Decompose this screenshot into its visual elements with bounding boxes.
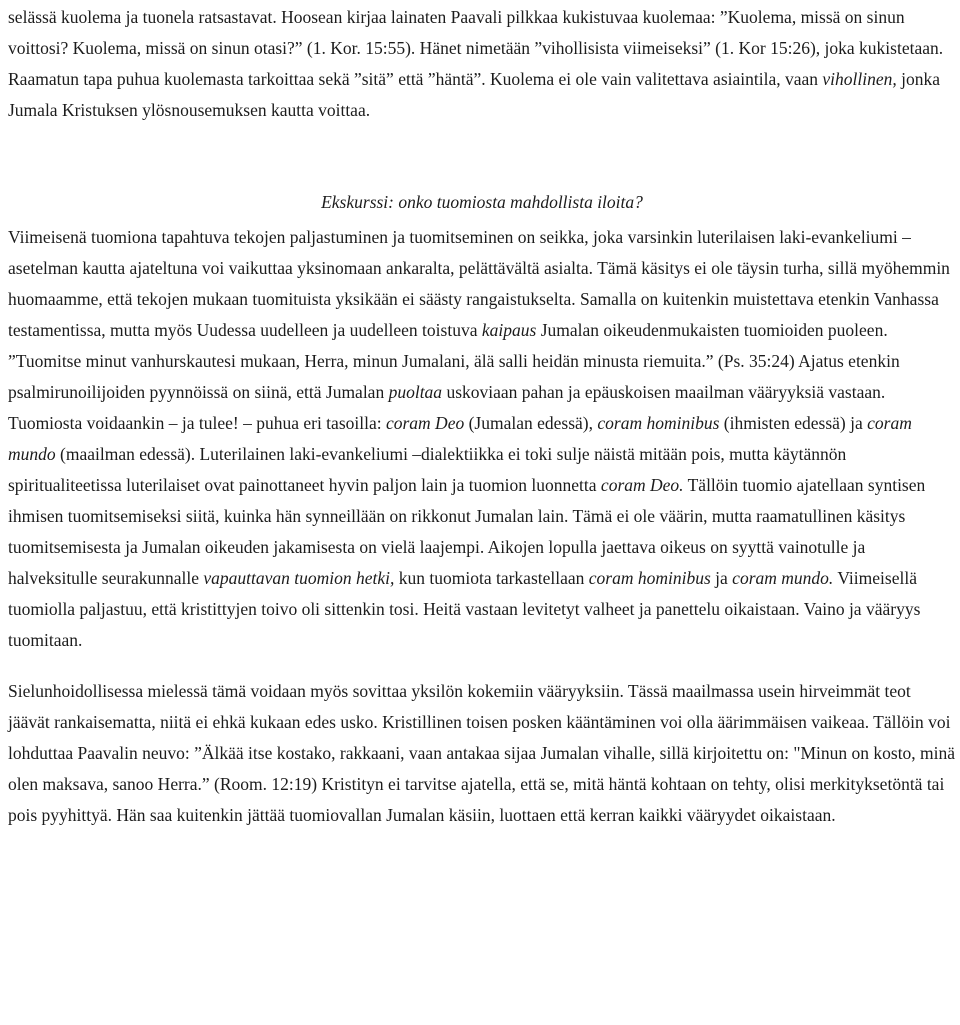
italic-text-run: coram Deo. — [600, 475, 684, 495]
text-run: uskoviaan pahan ja epäuskoisen maailman vääryyksiä vastaan. Tuomiosta voidaankin – ja tulee! – puhua eri tasoilla: — [8, 382, 886, 433]
document-page — [8, 0, 956, 831]
text-run: Sielunhoidollisessa mielessä tämä voidaan myös sovittaa yksilön kokemiin vääryyksiin. Tässä maailmassa usein hirveimmät teot jäävät rankaisematta, niitä ei ehkä kukaan edes usko. Kristillinen toisen posken kääntäminen voi olla äärimmäisen vaikeaa. Tällöin voi lohduttaa Paavalin neuvo: ”Älkää itse kostako, rakkaani, vaan antakaa sijaa Jumalan vihalle, sillä kirjoitettu on: "Minun on kosto, minä olen maksava, sanoo Herra.” (Room. 12:19) Kristityn ei tarvitse ajatella, että se, mitä häntä kohtaan on tehty, olisi merkityksetöntä tai pois pyyhittyä. Hän saa kuitenkin jättää tuomiovallan Jumalan käsiin, luottaen että kerran kaikki vääryydet oikaistaan. — [8, 681, 956, 825]
italic-text-run: vihollinen, — [822, 69, 897, 89]
text-run: Viimeisenä tuomiona tapahtuva tekojen paljastuminen ja tuomitseminen on seikka, joka varsinkin luterilaisen laki-evankeliumi –asetelman kautta ajateltuna voi vaikuttaa yksinomaan ankaralta, pelättävältä asialta. Tämä käsitys ei ole täysin turha, sillä myöhemmin huomaamme, että tekojen mukaan tuomituista yksikään ei säästy rangaistukselta. Samalla on kuitenkin muistettava etenkin Vanhassa testamentissa, mutta myös Uudessa uudelleen ja uudelleen toistuva — [8, 227, 950, 340]
text-run: selässä kuolema ja tuonela ratsastavat. Hoosean kirjaa lainaten Paavali pilkkaa kukistuvaa kuolemaa: ”Kuolema, missä on sinun voittosi? Kuolema, missä on sinun otasi?” (1. Kor. 15:55). Hänet nimetään ”vihollisista viimeiseksi” (1. Kor 15:26), joka kukistetaan. Raamatun tapa puhua kuolemasta tarkoittaa sekä ”sitä” että ”häntä”. Kuolema ei ole vain valitettava asiaintila, vaan — [8, 7, 944, 89]
text-run: (ihmisten edessä) ja — [719, 413, 868, 433]
text-run: (Jumalan edessä), — [464, 413, 598, 433]
italic-text-run: coram hominibus — [588, 568, 711, 588]
italic-text-run: kaipaus — [481, 320, 537, 340]
paragraph-death-enemy — [8, 2, 956, 126]
text-run: Viimeisellä tuomiolla paljastuu, että kristittyjen toivo oli sittenkin tosi. Heitä vastaan levitetyt valheet ja panettelu oikaistaan. Vaino ja vääryys tuomitaan. — [8, 568, 921, 650]
italic-text-run: puoltaa — [388, 382, 443, 402]
paragraph-pastoral-care — [8, 676, 956, 831]
italic-text-run: coram mundo — [8, 413, 912, 464]
text-run: jonka Jumala Kristuksen ylösnousemuksen kautta voittaa. — [8, 69, 941, 120]
excursus-heading: Ekskurssi: onko tuomiosta mahdollista iloita? — [321, 192, 643, 212]
paragraph-last-judgment — [8, 222, 956, 656]
italic-text-run: coram Deo — [385, 413, 465, 433]
text-run: Jumalan oikeudenmukaisten tuomioiden puoleen. ”Tuomitse minut vanhurskautesi mukaan, Herra, minun Jumalani, älä salli heidän minusta riemuita.” (Ps. 35:24) Ajatus etenkin psalmirunoilijoiden pyynnöissä on siinä, että Jumalan — [8, 320, 900, 402]
italic-text-run: vapauttavan tuomion hetki, — [203, 568, 395, 588]
text-run: (maailman edessä). Luterilainen laki-evankeliumi –dialektiikka ei toki sulje näistä mitään pois, mutta käytännön spiritualiteetissa luterilaiset ovat painottaneet hyvin paljon lain ja tuomion luonnetta — [8, 444, 847, 495]
text-run: kun tuomiota tarkastellaan — [394, 568, 589, 588]
italic-text-run: coram mundo. — [732, 568, 834, 588]
text-run: Tällöin tuomio ajatellaan syntisen ihmisen tuomitsemiseksi siitä, kuinka hän synneillään on rikkonut Jumalan lain. Tämä ei ole väärin, mutta raamatullinen käsitys tuomitsemisesta ja Jumalan oikeuden jakamisesta on vielä laajempi. Aikojen lopulla jaettava oikeus on syyttä vainotulle ja halveksitulle seurakunnalle — [8, 475, 926, 588]
italic-text-run: coram hominibus — [597, 413, 720, 433]
text-run: ja — [710, 568, 733, 588]
